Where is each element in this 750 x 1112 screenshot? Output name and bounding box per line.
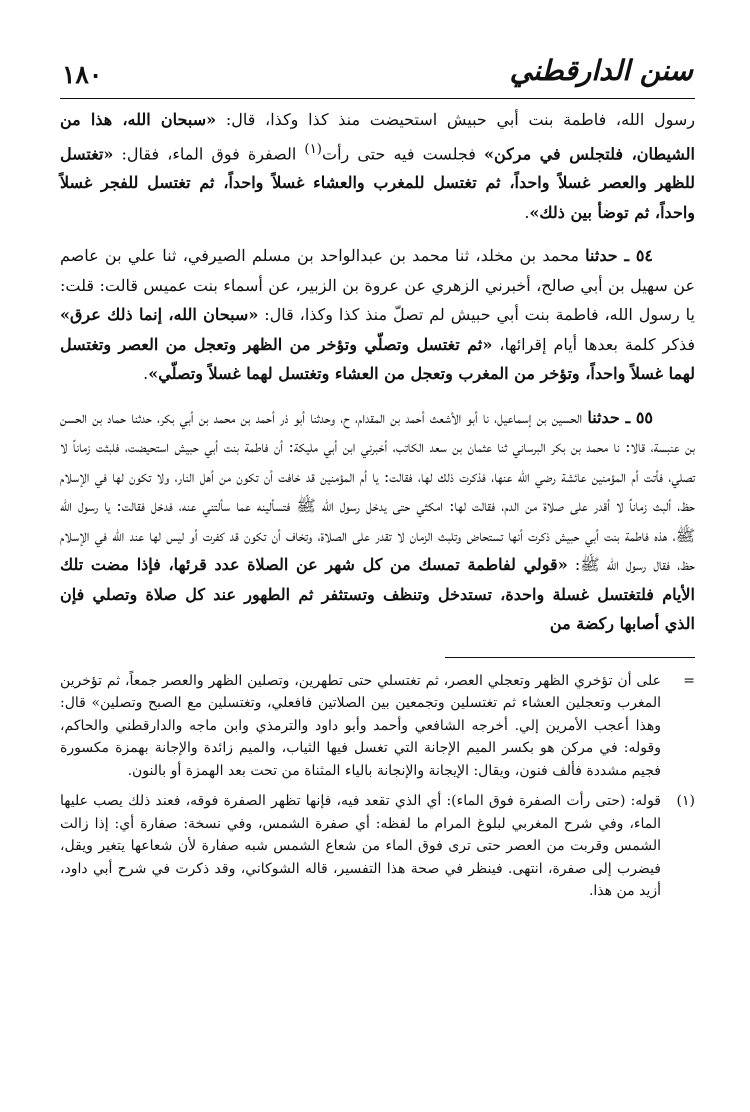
footnote-continued: [60, 670, 695, 783]
text-span: فذكر كلمة بعدها أيام إقرائها،: [492, 334, 695, 354]
text-span: رسول الله، فاطمة بنت أبي حبيش استحيضت منذ كذا وكذا، قال:: [216, 110, 695, 129]
hadith-quote: «سبحان الله، هذا من الشيطان، فلتجلس في مركن»: [60, 110, 695, 163]
book-page: [60, 50, 695, 903]
hadith-quote: «قولي لفاطمة تمسك من كل شهر عن الصلاة عدد قرئها، فإذا مضت تلك الأيام فلتغتسل غسلة واحدة، تستدخل وتنظف وتستثفر ثم الطهور عند كل صلاة وتصلي فإن الذي أصابها ركضة من: [60, 555, 695, 634]
text-span: .: [524, 202, 530, 222]
footnote-separator: [445, 657, 695, 658]
footnote-marker: =: [683, 672, 695, 689]
page-header: [60, 50, 695, 99]
hadith-quote: «تغتسل للظهر والعصر غسلاً واحداً، ثم تغتسل للمغرب والعشاء غسلاً واحداً، ثم تغتسل للفجر غسلاً واحداً، ثم توضأ بين ذلك»: [60, 143, 695, 222]
running-title: سنن الدارقطني: [509, 54, 693, 87]
footnote-text: على أن تؤخري الظهر وتعجلي العصر، ثم تغتسلي حتى تطهرين، وتصلين الظهر والعصر جمعاً، ثم تؤخرين المغرب وتعجلين العشاء ثم تغتسلين وتجمعين بين الصلاتين فافعلي، وتغتسلين مع الصبح وتصلين» قال: وهذا أعجب الأمرين إلي. أخرجه الشافعي وأحمد وأبو داود والترمذي وابن ماجه والدارقطني والحاكم، وقوله: في مركن هو بكسر الميم الإجانة التي تغسل فيها الثياب، والميم زائدة والإجانة بهمزة مكسورة فجيم مشددة فألف فنون، ويقال: الإيجانة والإنجانة بالياء المثناة من تحت بعد الهمزة أو بالنون.: [60, 672, 661, 779]
text-span: .: [143, 364, 149, 384]
footnote-marker: (١): [676, 793, 695, 810]
text-span: فجلست فيه حتى رأت: [322, 143, 484, 163]
page-number: ١٨٠: [62, 60, 103, 89]
footnote-text: قوله: (حتى رأت الصفرة فوق الماء): أي الذي تقعد فيه، فإنها تظهر الصفرة فوقه، فعند ذلك يصب عليها الماء، وفي شرح المغربي لبلوغ المرام ما لفظه: أي صفرة الشمس، وفي نسخة: صفارة أي: إذا زالت الشمس وقربت من العصر حتى ترى فوق الماء من شعاع الشمس شبه صفارة لأن شعاعها يتغير ويقل، فيضرب إلى صفرة، انتهى. فينظر في صحة هذا التفسير، قاله الشوكاني، وقد ذكرت في شرح أبي داود، أزيد من هذا.: [60, 793, 661, 900]
text-span: الصفرة فوق الماء، فقال:: [113, 143, 305, 163]
hadith-quote: «سبحان الله، إنما ذلك عرق»: [60, 305, 259, 325]
hadith-number-heading: ٥٥ ـ حدثنا: [587, 407, 654, 427]
main-text: [60, 105, 695, 639]
paragraph-continuation: [60, 105, 695, 227]
hadith-quote: «ثم تغتسل وتصلّي وتؤخر من الظهر وتعجل من العصر وتغتسل لهما غسلاً واحداً، وتؤخر من المغرب وتعجل من العشاء وتغتسل لهما غسلاً وتصلّي»: [60, 334, 695, 384]
footnotes: [60, 670, 695, 903]
footnote-reference: (١): [304, 141, 322, 157]
isnad-text: محمد بن مخلد، ثنا محمد بن عبدالواحد بن مسلم الصيرفي، ثنا علي بن عاصم عن سهيل بن أبي صالح، أخبرني الزهري عن عروة بن الزبير، عن أسماء بنت عميس قالت: قلت: يا رسول الله، فاطمة بنت أبي حبيش لم تصلّ منذ كذا وكذا، قال:: [60, 246, 696, 325]
hadith-paragraph-54: [60, 241, 695, 389]
isnad-text: الحسين بن إسماعيل، نا أبو الأشعث أحمد بن المقدام، ح، وحدثنا أبو ذر أحمد بن محمد بن أبي بكر، حدثنا حماد بن الحسن بن عنبسة، قالا: نا محمد بن بكر البرساني ثنا عثمان بن سعد الكاتب، أخبرني ابن أبي مليكة: أن فاطمة بنت أبي حبيش استحيضت، فلبثت زماناً لا تصلي، فأتت أم المؤمنين عائشة رضي الله عنها، فذكرت ذلك لها، فقالت: يا أم المؤمنين قد خافت أن تكون من أهل النار، ولا تكون لها في الإسلام حظ، ألبث زماناً لا أقدر على صلاة من الدم، فقالت لها: امكثي حتى يدخل رسول الله ﷺ فتسألينه عما سألتني عنه، فدخل فقالت: يا رسول الله ﷺ، هذه فاطمة بنت أبي حبيش ذكرت أنها تستحاض وتلبث الزمان لا تقدر على الصلاة، وتخاف أن تكون قد كفرت أو ليس لها عند الله في الإسلام حظ، فقال رسول الله ﷺ:: [60, 407, 695, 575]
hadith-paragraph-55: [60, 403, 695, 639]
footnote-1: [60, 790, 695, 903]
hadith-number-heading: ٥٤ ـ حدثنا: [585, 246, 653, 266]
